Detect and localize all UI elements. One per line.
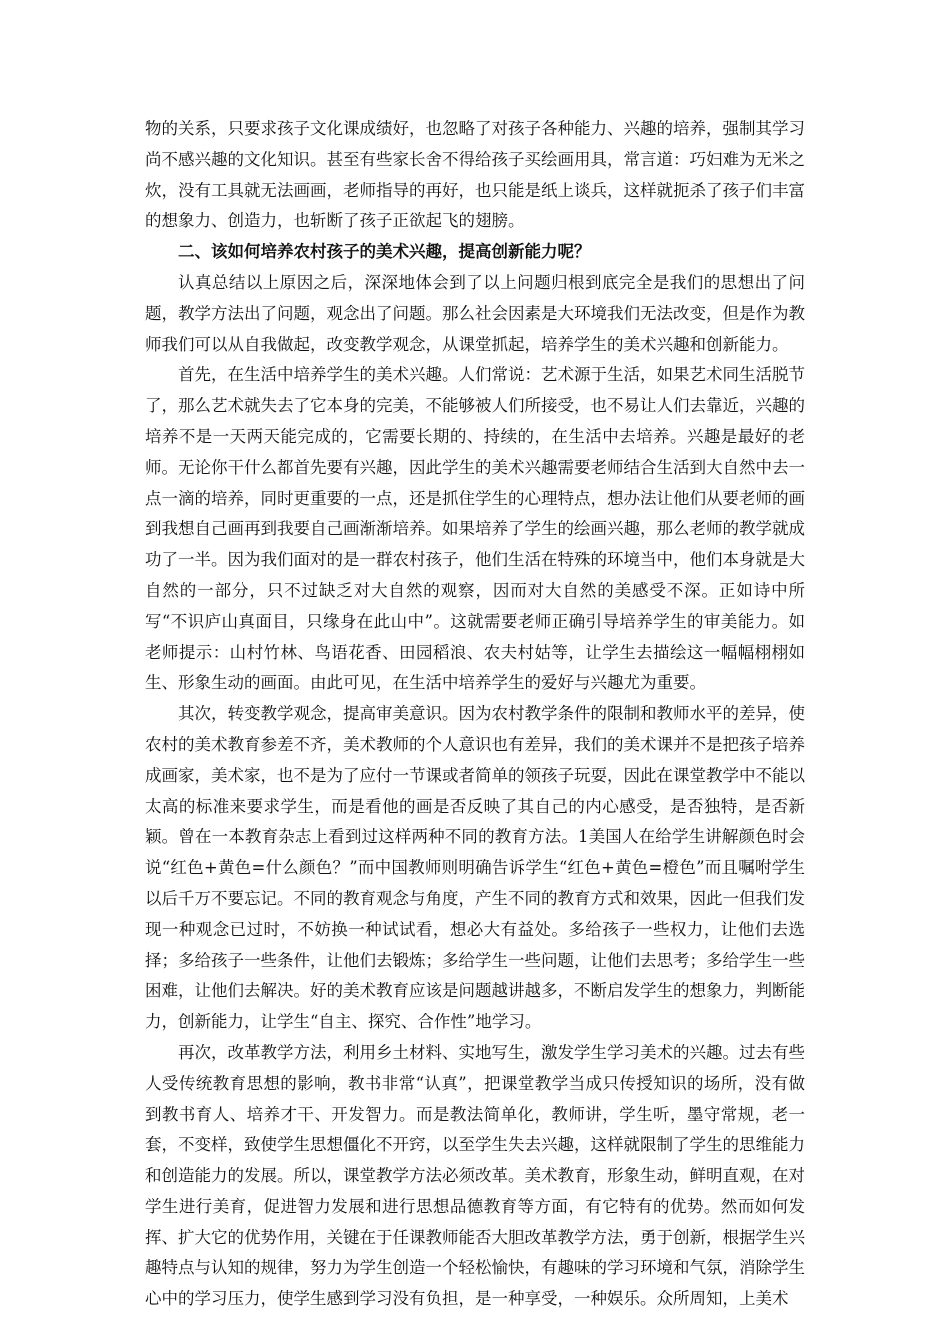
section-heading: 二、该如何培养农村孩子的美术兴趣，提高创新能力呢？ bbox=[178, 242, 591, 262]
paragraph-third-point: 再次，改革教学方法，利用乡土材料、实地写生，激发学生学习美术的兴趣。过去有些人受传统教育思想的影响，教书非常“认真”，把课堂教学当成只传授知识的场所，没有做到教书育人、培养才干、开发智力。而是教法简单化，教师讲，学生听，墨守常规，老一套，不变样，致使学生思想僵化不开窍，以至学生失去兴趣，这样就限制了学生的思维能力和创造能力的发展。所以，课堂教学方法必须改革。美术教育，形象生动，鲜明直观，在对学生进行美育，促进智力发展和进行思想品德教育等方面，有它特有的优势。然而如何发挥、扩大它的优势作用，关键在于任课教师能否大胆改革教学方法，勇于创新，根据学生兴趣特点与认知的规律，努力为学生创造一个轻松愉快，有趣味的学习环境和气氛，消除学生心中的学习压力，使学生感到学习没有负担，是一种享受，一种娱乐。众所周知，上美术 bbox=[145, 1042, 805, 1309]
paragraph-first-point: 首先，在生活中培养学生的美术兴趣。人们常说：艺术源于生活，如果艺术同生活脱节了，那么艺术就失去了它本身的完美，不能够被人们所接受，也不易让人们去靠近，兴趣的培养不是一天两天能完成的，它需要长期的、持续的，在生活中去培养。兴趣是最好的老师。无论你干什么都首先要有兴趣，因此学生的美术兴趣需要老师结合生活到大自然中去一点一滴的培养，同时更重要的一点，还是抓住学生的心理特点，想办法让他们从要老师的画到我想自己画再到我要自己画渐渐培养。如果培养了学生的绘画兴趣，那么老师的教学就成功了一半。因为我们面对的是一群农村孩子，他们生活在特殊的环境当中，他们本身就是大自然的一部分，只不过缺乏对大自然的观察，因而对大自然的美感受不深。正如诗中所写“不识庐山真面目，只缘身在此山中”。这就需要老师正确引导培养学生的审美能力。如老师提示：山村竹林、鸟语花香、田园稻浪、农夫村姑等，让学生去描绘这一幅幅栩栩如生、形象生动的画面。由此可见，在生活中培养学生的爱好与兴趣尤为重要。 bbox=[145, 365, 805, 693]
paragraph-second-point: 其次，转变教学观念，提高审美意识。因为农村教学条件的限制和教师水平的差异，使农村的美术教育参差不齐，美术教师的个人意识也有差异，我们的美术课并不是把孩子培养成画家，美术家，也不是为了应付一节课或者简单的领孩子玩耍，因此在课堂教学中不能以太高的标准来要求学生，而是看他的画是否反映了其自己的内心感受，是否独特，是否新颖。曾在一本教育杂志上看到过这样两种不同的教育方法。1美国人在给学生讲解颜色时会说“红色+黄色=什么颜色？”而中国教师则明确告诉学生“红色+黄色=橙色”而且嘱咐学生以后千万不要忘记。不同的教育观念与角度，产生不同的教育方式和效果，因此一但我们发现一种观念已过时，不妨换一种试试看，想必大有益处。多给孩子一些权力，让他们去选择；多给孩子一些条件，让他们去锻炼；多给学生一些问题，让他们去思考；多给学生一些困难，让他们去解决。好的美术教育应该是问题越讲越多，不断启发学生的想象力，判断能力，创新能力，让学生“自主、探究、合作性”地学习。 bbox=[145, 704, 805, 1032]
paragraph-continuation: 物的关系，只要求孩子文化课成绩好，也忽略了对孩子各种能力、兴趣的培养，强制其学习尚不感兴趣的文化知识。甚至有些家长舍不得给孩子买绘画用具，常言道：巧妇难为无米之炊，没有工具就无法画画，老师指导的再好，也只能是纸上谈兵，这样就扼杀了孩子们丰富的想象力、创造力，也斩断了孩子正欲起飞的翅膀。 bbox=[145, 119, 805, 231]
paragraph-reasons-summary: 认真总结以上原因之后，深深地体会到了以上问题归根到底完全是我们的思想出了问题，教学方法出了问题，观念出了问题。那么社会因素是大环境我们无法改变，但是作为教师我们可以从自我做起，改变教学观念，从课堂抓起，培养学生的美术兴趣和创新能力。 bbox=[145, 272, 805, 354]
document-page bbox=[145, 114, 805, 1315]
